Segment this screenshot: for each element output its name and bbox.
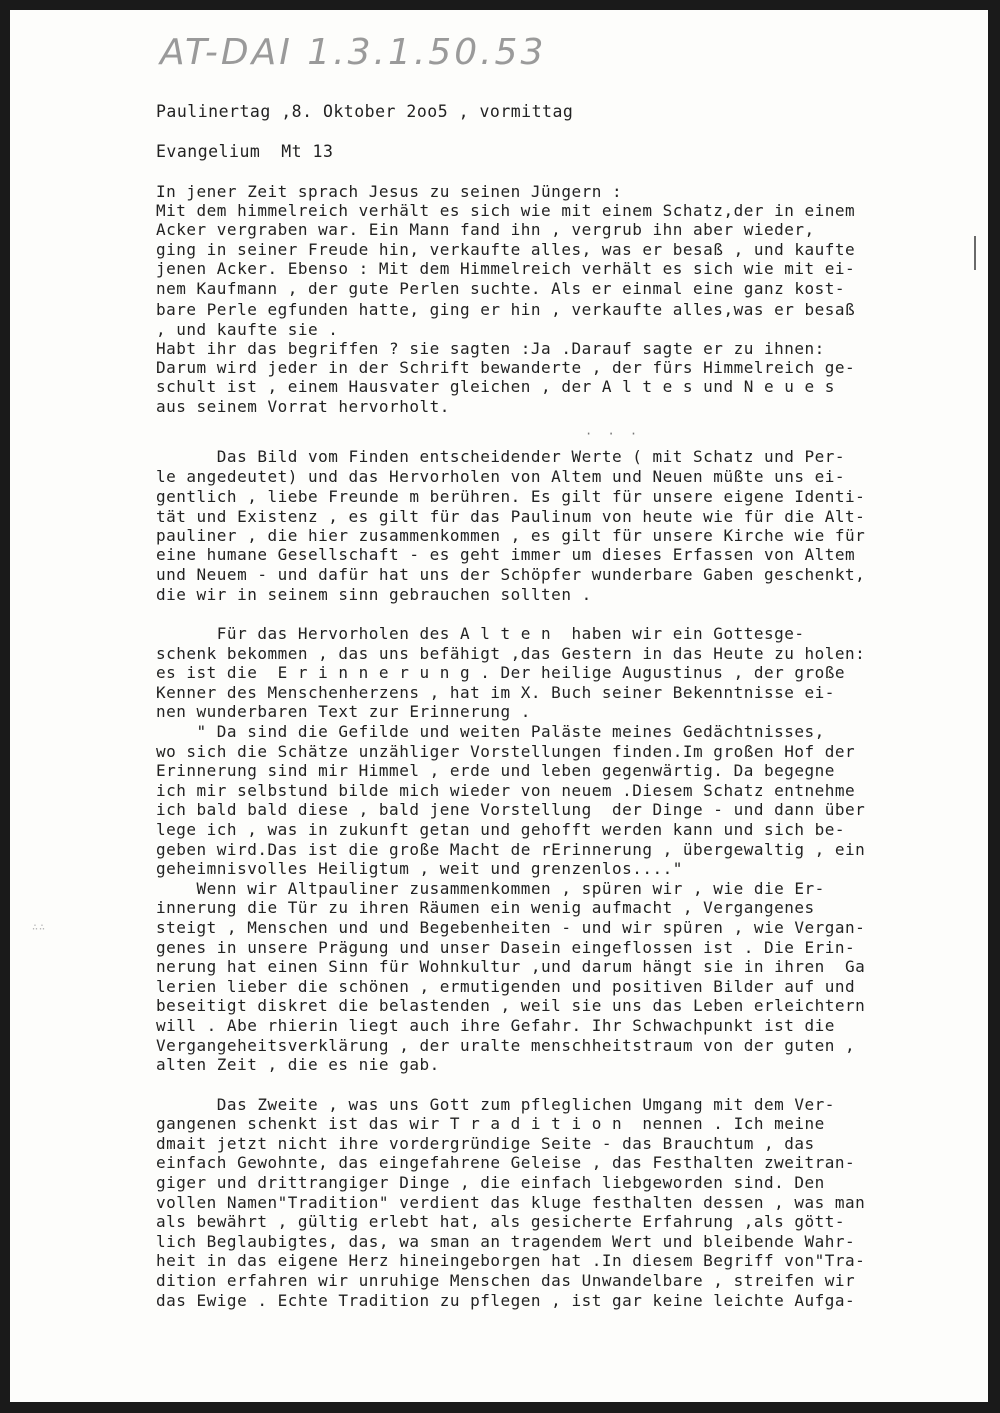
body-line: einfach Gewohnte, das eingefahrene Geleise , das Festhalten zweitran- bbox=[156, 1153, 856, 1172]
body-line: Erinnerung sind mir Himmel , erde und leben gegenwärtig. Da begegne bbox=[156, 761, 835, 780]
scripture-line: ging in seiner Freude hin, verkaufte alles, was er besaß , und kaufte bbox=[156, 240, 856, 259]
scan-smudge: ∴∴ bbox=[32, 922, 47, 933]
scripture-line: nem Kaufmann , der gute Perlen suchte. Als er einmal eine ganz kost- bbox=[156, 279, 846, 298]
body-line: lege ich , was in zukunft getan und gehofft werden kann und sich be- bbox=[156, 820, 846, 839]
body-line: das Ewige . Echte Tradition zu pflegen , ist gar keine leichte Aufga- bbox=[156, 1291, 856, 1310]
scripture-line: bare Perle egfunden hatte, ging er hin , verkaufte alles,was er besaß bbox=[156, 300, 856, 319]
body-line: ich mir selbstund bilde mich wieder von neuem .Diesem Schatz entnehme bbox=[156, 781, 856, 800]
body-line: geheimnisvolles Heiligtum , weit und grenzenlos...." bbox=[156, 859, 683, 878]
body-line: lerien lieber die schönen , ermutigenden und positiven Bilder auf und bbox=[156, 977, 856, 996]
body-line: heit in das eigene Herz hineingeborgen hat .In diesem Begriff von"Tra- bbox=[156, 1251, 866, 1270]
body-line: nen wunderbaren Text zur Erinnerung . bbox=[156, 702, 531, 721]
body-line: schenk bekommen , das uns befähigt ,das Gestern in das Heute zu holen: bbox=[156, 644, 866, 663]
body-line: Kenner des Menschenherzens , hat im X. Buch seiner Bekenntnisse ei- bbox=[156, 683, 835, 702]
body-line: gangenen schenkt ist das wir T r a d i t i o n nennen . Ich meine bbox=[156, 1114, 825, 1133]
body-line: steigt , Menschen und und Begebenheiten - und wir spüren , wie Vergan- bbox=[156, 918, 866, 937]
body-line: gentlich , liebe Freunde m berühren. Es gilt für unsere eigene Identi- bbox=[156, 487, 866, 506]
body-line: pauliner , die hier zusammenkommen , es gilt für unsere Kirche wie für bbox=[156, 526, 866, 545]
scripture-line: Acker vergraben war. Ein Mann fand ihn , vergrub ihn aber wieder, bbox=[156, 220, 815, 239]
body-line: nerung hat einen Sinn für Wohnkultur ,und darum hängt sie in ihren Ga bbox=[156, 957, 866, 976]
body-line: und Neuem - und dafür hat uns der Schöpfer wunderbare Gaben geschenkt, bbox=[156, 565, 866, 584]
scripture-line: , und kaufte sie . bbox=[156, 320, 339, 339]
gospel-reference: Evangelium Mt 13 bbox=[156, 142, 334, 161]
body-line: Vergangeheitsverklärung , der uralte menschheitstraum von der guten , bbox=[156, 1036, 856, 1055]
body-line: Für das Hervorholen des A l t e n haben wir ein Gottesge- bbox=[156, 624, 805, 643]
document-page bbox=[10, 10, 988, 1402]
body-line: genes in unsere Prägung und unser Dasein eingeflossen ist . Die Erin- bbox=[156, 938, 856, 957]
body-line: ich bald bald diese , bald jene Vorstellung der Dinge - und dann über bbox=[156, 800, 866, 819]
scripture-line: jenen Acker. Ebenso : Mit dem Himmelreich verhält es sich wie mit ei- bbox=[156, 259, 856, 278]
body-line: geben wird.Das ist die große Macht de rErinnerung , übergewaltig , ein bbox=[156, 840, 866, 859]
body-line: Das Zweite , was uns Gott zum pfleglichen Umgang mit dem Ver- bbox=[156, 1095, 835, 1114]
body-line: le angedeutet) und das Hervorholen von Altem und Neuen müßte uns ei- bbox=[156, 467, 846, 486]
body-line: lich Beglaubigtes, das, wa sman an tragendem Wert und bleibende Wahr- bbox=[156, 1232, 856, 1251]
body-line: beseitigt diskret die belastenden , weil sie uns das Leben erleichtern bbox=[156, 996, 866, 1015]
scripture-line: Darum wird jeder in der Schrift bewanderte , der fürs Himmelreich ge- bbox=[156, 358, 856, 377]
body-line: vollen Namen"Tradition" verdient das kluge festhalten dessen , was man bbox=[156, 1193, 866, 1212]
body-line: dmait jetzt nicht ihre vordergründige Seite - das Brauchtum , das bbox=[156, 1134, 815, 1153]
body-line: " Da sind die Gefilde und weiten Paläste meines Gedächtnisses, bbox=[156, 722, 825, 741]
scripture-line: schult ist , einem Hausvater gleichen , der A l t e s und N e u e s bbox=[156, 377, 835, 396]
body-line: giger und drittrangiger Dinge , die einfach liebgeworden sind. Den bbox=[156, 1173, 825, 1192]
date-line: Paulinertag ,8. Oktober 2oo5 , vormittag bbox=[156, 102, 574, 121]
body-line: Wenn wir Altpauliner zusammenkommen , spüren wir , wie die Er- bbox=[156, 879, 825, 898]
margin-mark bbox=[974, 236, 976, 270]
body-line: dition erfahren wir unruhige Menschen das Unwandelbare , streifen wir bbox=[156, 1271, 856, 1290]
scripture-line: Habt ihr das begriffen ? sie sagten :Ja .Darauf sagte er zu ihnen: bbox=[156, 339, 825, 358]
body-line: es ist die E r i n n e r u n g . Der heilige Augustinus , der große bbox=[156, 663, 846, 682]
body-line: tät und Existenz , es gilt für das Paulinum von heute wie für die Alt- bbox=[156, 507, 866, 526]
body-line: innerung die Tür zu ihren Räumen ein wenig aufmacht , Vergangenes bbox=[156, 898, 815, 917]
body-line: als bewährt , gültig erlebt hat, als gesicherte Erfahrung ,als gött- bbox=[156, 1212, 846, 1231]
body-line: Das Bild vom Finden entscheidender Werte ( mit Schatz und Per- bbox=[156, 447, 846, 466]
scripture-line: Mit dem himmelreich verhält es sich wie mit einem Schatz,der in einem bbox=[156, 201, 856, 220]
body-line: alten Zeit , die es nie gab. bbox=[156, 1055, 440, 1074]
scripture-line: aus seinem Vorrat hervorholt. bbox=[156, 397, 450, 416]
scripture-line: In jener Zeit sprach Jesus zu seinen Jüngern : bbox=[156, 182, 623, 201]
archive-stamp: AT-DAI 1.3.1.50.53 bbox=[160, 32, 547, 73]
scan-dots: · · · bbox=[585, 427, 642, 441]
body-line: will . Abe rhierin liegt auch ihre Gefahr. Ihr Schwachpunkt ist die bbox=[156, 1016, 835, 1035]
body-line: eine humane Gesellschaft - es geht immer um dieses Erfassen von Altem bbox=[156, 545, 856, 564]
body-line: die wir in seinem sinn gebrauchen sollten . bbox=[156, 585, 592, 604]
body-line: wo sich die Schätze unzähliger Vorstellungen finden.Im großen Hof der bbox=[156, 742, 856, 761]
